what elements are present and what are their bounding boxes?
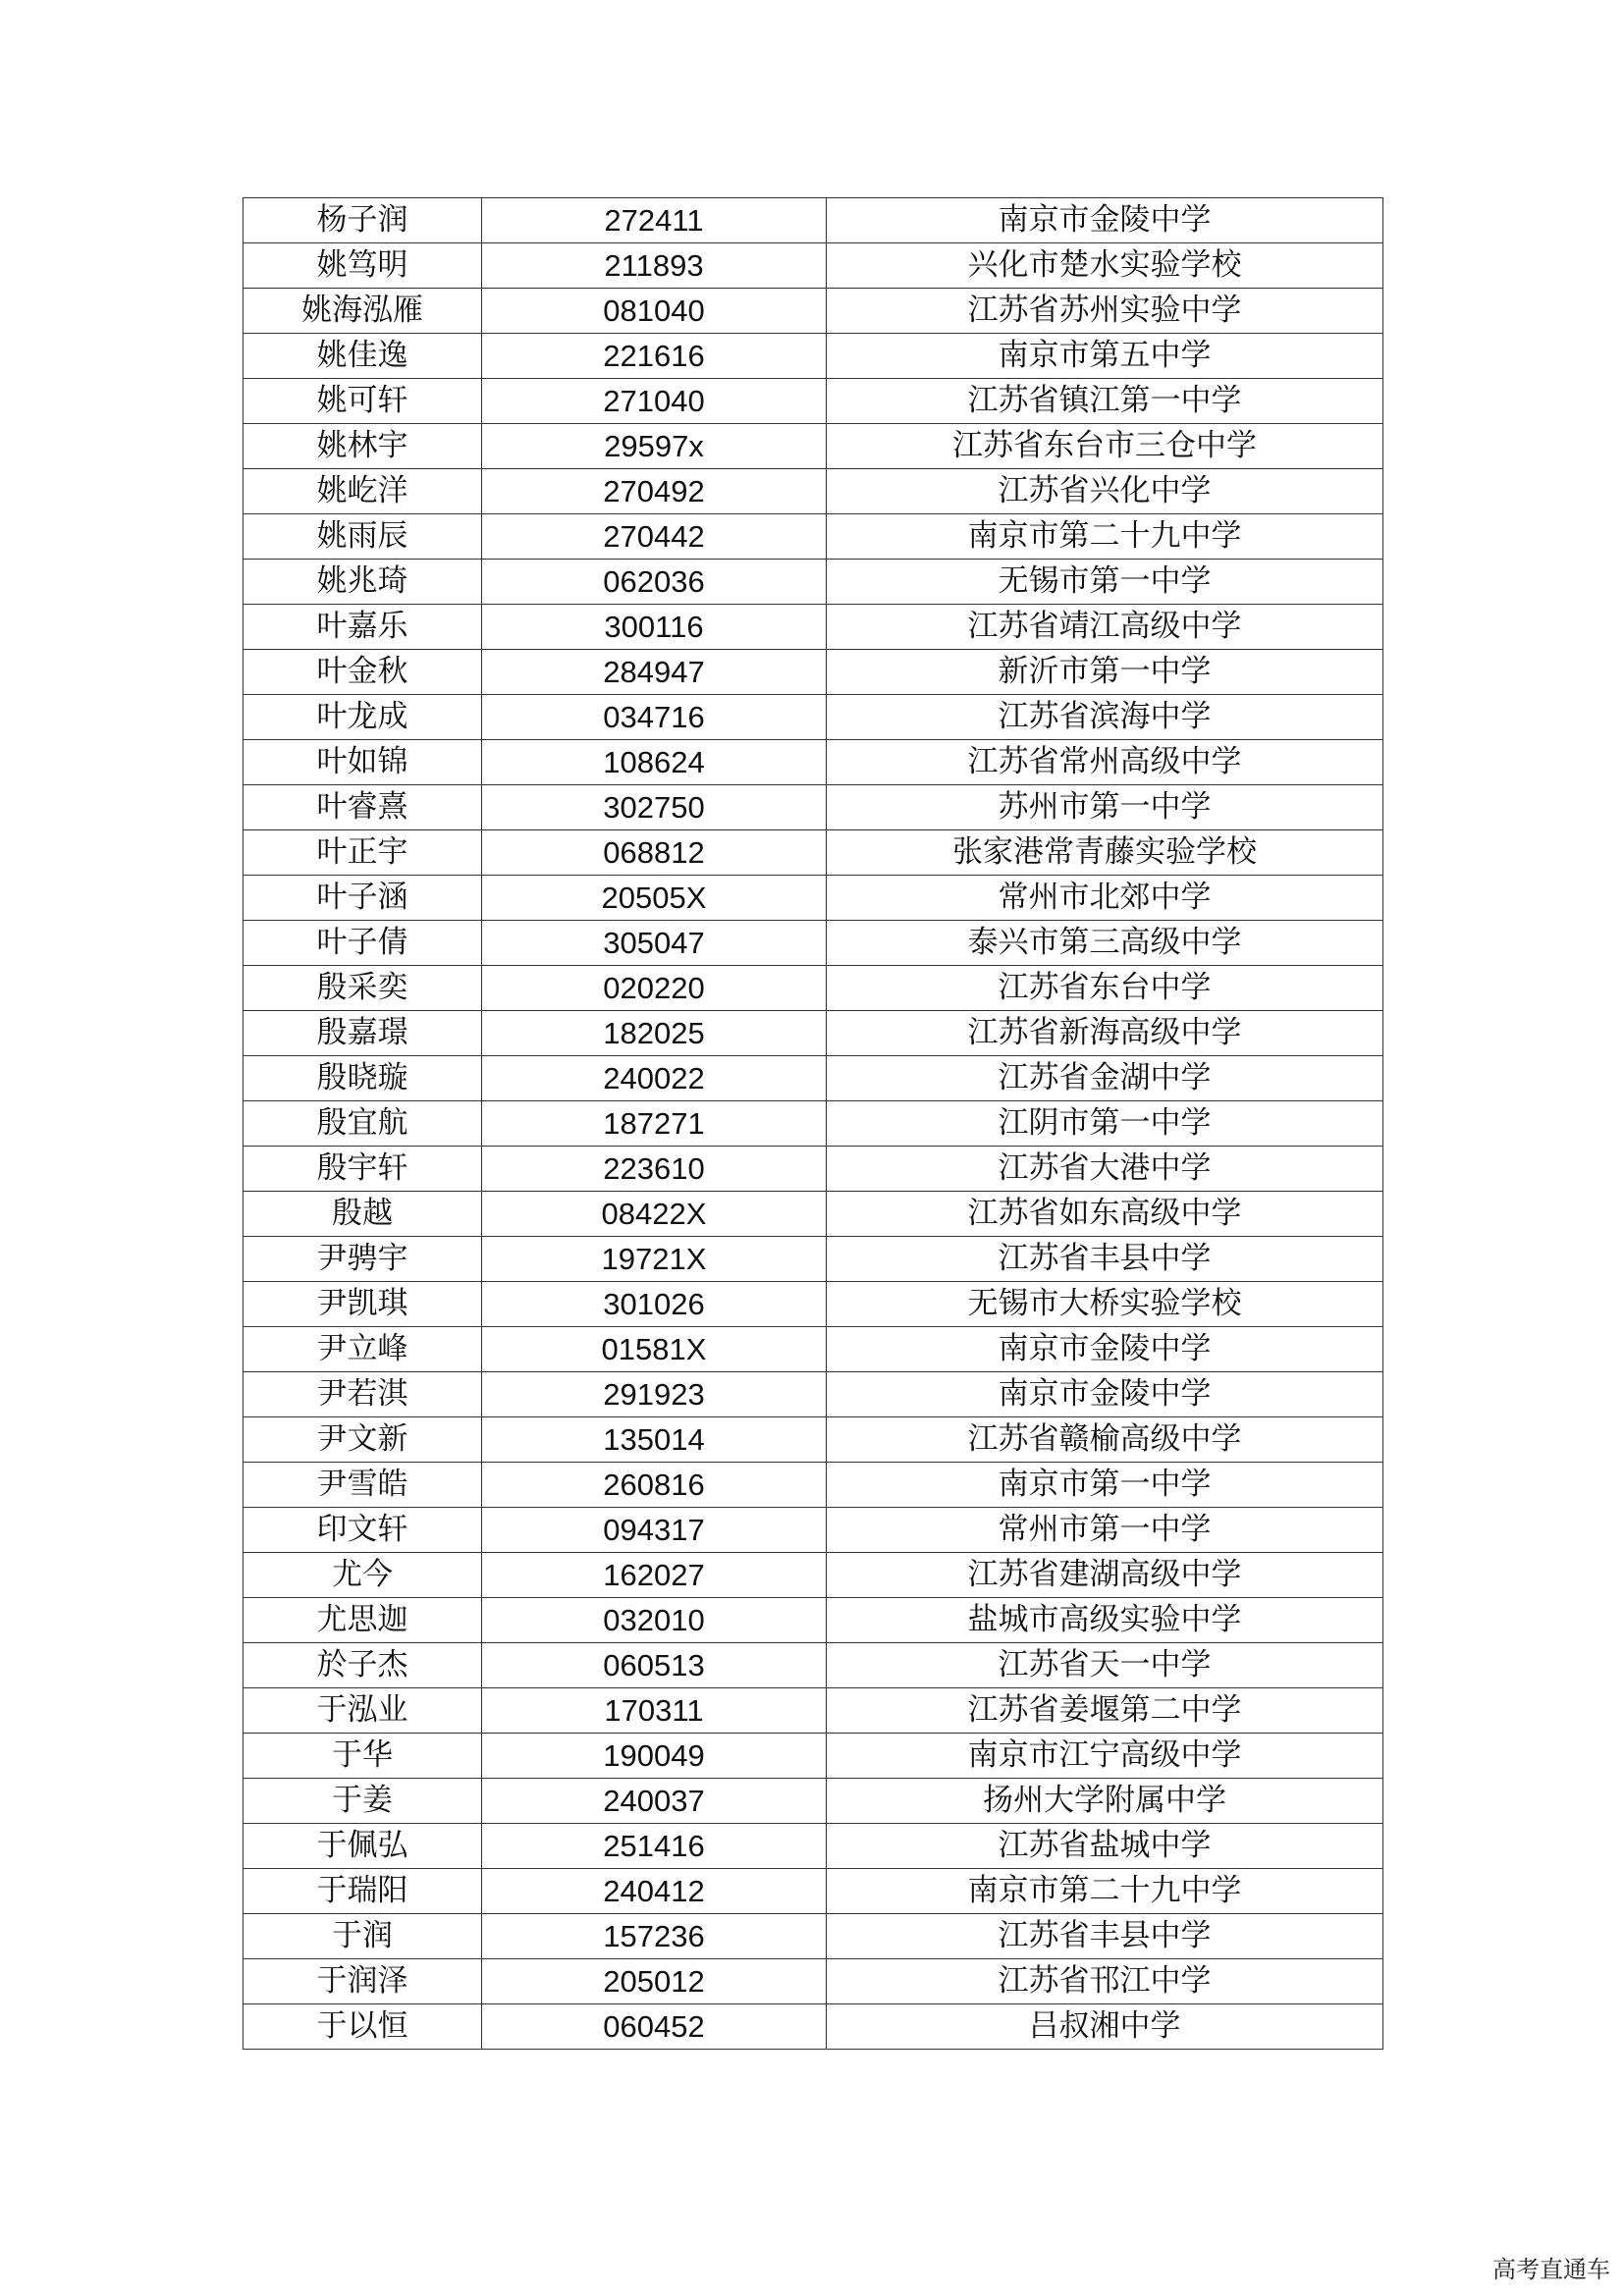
- student-id-cell: 081040: [482, 289, 827, 334]
- school-name-cell: 江苏省丰县中学: [827, 1914, 1383, 1959]
- student-name-cell: 杨子润: [244, 198, 482, 243]
- school-name-cell: 江苏省建湖高级中学: [827, 1553, 1383, 1598]
- table-row: [244, 1598, 1383, 1643]
- school-name-cell: 常州市第一中学: [827, 1508, 1383, 1553]
- table-row: [244, 1056, 1383, 1101]
- student-id-cell: 211893: [482, 243, 827, 289]
- student-id-cell: 240037: [482, 1779, 827, 1824]
- student-id-cell: 19721X: [482, 1237, 827, 1282]
- school-name-cell: 常州市北郊中学: [827, 876, 1383, 921]
- student-name-cell: 姚林宇: [244, 424, 482, 469]
- student-name-cell: 尹文新: [244, 1417, 482, 1463]
- table-row: [244, 1824, 1383, 1869]
- school-name-cell: 江苏省盐城中学: [827, 1824, 1383, 1869]
- school-name-cell: 张家港常青藤实验学校: [827, 830, 1383, 876]
- table-row: [244, 605, 1383, 650]
- student-name-cell: 于以恒: [244, 2004, 482, 2050]
- student-id-cell: 260816: [482, 1463, 827, 1508]
- table-row: [244, 876, 1383, 921]
- table-row: [244, 1237, 1383, 1282]
- table-row: [244, 289, 1383, 334]
- school-name-cell: 南京市江宁高级中学: [827, 1734, 1383, 1779]
- student-name-cell: 殷越: [244, 1192, 482, 1237]
- student-name-cell: 姚佳逸: [244, 334, 482, 379]
- table-row: [244, 830, 1383, 876]
- school-name-cell: 江苏省如东高级中学: [827, 1192, 1383, 1237]
- student-name-cell: 殷采奕: [244, 966, 482, 1011]
- student-name-cell: 姚海泓雁: [244, 289, 482, 334]
- school-name-cell: 南京市金陵中学: [827, 1327, 1383, 1372]
- student-name-cell: 尹雪皓: [244, 1463, 482, 1508]
- school-name-cell: 江苏省镇江第一中学: [827, 379, 1383, 424]
- table-row: [244, 1417, 1383, 1463]
- student-name-cell: 于瑞阳: [244, 1869, 482, 1914]
- table-row: [244, 243, 1383, 289]
- student-id-cell: 060452: [482, 2004, 827, 2050]
- student-name-cell: 叶龙成: [244, 695, 482, 740]
- table-row: [244, 1372, 1383, 1417]
- school-name-cell: 江阴市第一中学: [827, 1101, 1383, 1147]
- table-row: [244, 1869, 1383, 1914]
- student-name-cell: 于润: [244, 1914, 482, 1959]
- student-name-cell: 尹凯琪: [244, 1282, 482, 1327]
- student-name-cell: 叶正宇: [244, 830, 482, 876]
- table-row: [244, 966, 1383, 1011]
- student-name-cell: 尹若淇: [244, 1372, 482, 1417]
- student-id-cell: 301026: [482, 1282, 827, 1327]
- school-name-cell: 江苏省天一中学: [827, 1643, 1383, 1688]
- student-name-cell: 姚屹洋: [244, 469, 482, 514]
- student-id-cell: 032010: [482, 1598, 827, 1643]
- table-row: [244, 1959, 1383, 2004]
- table-row: [244, 1914, 1383, 1959]
- student-name-cell: 于姜: [244, 1779, 482, 1824]
- student-id-cell: 034716: [482, 695, 827, 740]
- watermark-text: 高考直通车: [1492, 2256, 1610, 2283]
- school-name-cell: 江苏省姜堰第二中学: [827, 1688, 1383, 1734]
- student-name-cell: 叶子倩: [244, 921, 482, 966]
- student-name-cell: 叶如锦: [244, 740, 482, 785]
- student-name-cell: 于润泽: [244, 1959, 482, 2004]
- table-row: [244, 2004, 1383, 2050]
- student-name-cell: 尤思迦: [244, 1598, 482, 1643]
- student-id-cell: 223610: [482, 1147, 827, 1192]
- table-row: [244, 1282, 1383, 1327]
- student-id-cell: 060513: [482, 1643, 827, 1688]
- school-name-cell: 江苏省兴化中学: [827, 469, 1383, 514]
- student-id-cell: 221616: [482, 334, 827, 379]
- school-name-cell: 盐城市高级实验中学: [827, 1598, 1383, 1643]
- student-name-cell: 殷宜航: [244, 1101, 482, 1147]
- school-name-cell: 江苏省新海高级中学: [827, 1011, 1383, 1056]
- student-name-cell: 尤今: [244, 1553, 482, 1598]
- table-row: [244, 424, 1383, 469]
- school-name-cell: 江苏省苏州实验中学: [827, 289, 1383, 334]
- student-name-cell: 殷晓璇: [244, 1056, 482, 1101]
- student-id-cell: 272411: [482, 198, 827, 243]
- student-id-cell: 305047: [482, 921, 827, 966]
- student-id-cell: 187271: [482, 1101, 827, 1147]
- student-name-cell: 叶金秋: [244, 650, 482, 695]
- school-name-cell: 南京市第五中学: [827, 334, 1383, 379]
- student-id-cell: 29597x: [482, 424, 827, 469]
- table-row: [244, 1734, 1383, 1779]
- school-name-cell: 江苏省东台市三仓中学: [827, 424, 1383, 469]
- student-name-cell: 姚兆琦: [244, 560, 482, 605]
- table-row: [244, 785, 1383, 830]
- student-id-cell: 271040: [482, 379, 827, 424]
- student-name-cell: 姚可轩: [244, 379, 482, 424]
- school-name-cell: 吕叔湘中学: [827, 2004, 1383, 2050]
- table-row: [244, 921, 1383, 966]
- student-name-cell: 叶子涵: [244, 876, 482, 921]
- school-name-cell: 江苏省常州高级中学: [827, 740, 1383, 785]
- table-row: [244, 379, 1383, 424]
- school-name-cell: 无锡市大桥实验学校: [827, 1282, 1383, 1327]
- student-name-cell: 姚笃明: [244, 243, 482, 289]
- student-name-cell: 尹立峰: [244, 1327, 482, 1372]
- student-name-cell: 殷嘉璟: [244, 1011, 482, 1056]
- student-id-cell: 190049: [482, 1734, 827, 1779]
- table-row: [244, 1688, 1383, 1734]
- student-id-cell: 08422X: [482, 1192, 827, 1237]
- student-name-cell: 殷宇轩: [244, 1147, 482, 1192]
- school-name-cell: 南京市第二十九中学: [827, 514, 1383, 560]
- table-row: [244, 469, 1383, 514]
- student-id-cell: 094317: [482, 1508, 827, 1553]
- table-row: [244, 560, 1383, 605]
- table-row: [244, 740, 1383, 785]
- student-id-cell: 205012: [482, 1959, 827, 2004]
- school-name-cell: 江苏省东台中学: [827, 966, 1383, 1011]
- school-name-cell: 江苏省大港中学: [827, 1147, 1383, 1192]
- student-name-cell: 于佩弘: [244, 1824, 482, 1869]
- school-name-cell: 苏州市第一中学: [827, 785, 1383, 830]
- student-id-cell: 270492: [482, 469, 827, 514]
- school-name-cell: 无锡市第一中学: [827, 560, 1383, 605]
- student-id-cell: 240022: [482, 1056, 827, 1101]
- student-name-cell: 于泓业: [244, 1688, 482, 1734]
- student-id-cell: 062036: [482, 560, 827, 605]
- student-id-cell: 108624: [482, 740, 827, 785]
- student-id-cell: 20505X: [482, 876, 827, 921]
- student-id-cell: 302750: [482, 785, 827, 830]
- school-name-cell: 南京市金陵中学: [827, 198, 1383, 243]
- school-name-cell: 江苏省丰县中学: [827, 1237, 1383, 1282]
- school-name-cell: 泰兴市第三高级中学: [827, 921, 1383, 966]
- school-name-cell: 江苏省靖江高级中学: [827, 605, 1383, 650]
- table-row: [244, 334, 1383, 379]
- student-name-cell: 印文轩: [244, 1508, 482, 1553]
- table-row: [244, 1463, 1383, 1508]
- school-name-cell: 南京市金陵中学: [827, 1372, 1383, 1417]
- table-row: [244, 1779, 1383, 1824]
- student-name-cell: 叶睿熹: [244, 785, 482, 830]
- school-name-cell: 扬州大学附属中学: [827, 1779, 1383, 1824]
- student-id-cell: 157236: [482, 1914, 827, 1959]
- table-row: [244, 1192, 1383, 1237]
- school-name-cell: 江苏省滨海中学: [827, 695, 1383, 740]
- school-name-cell: 南京市第一中学: [827, 1463, 1383, 1508]
- student-id-cell: 135014: [482, 1417, 827, 1463]
- student-name-cell: 於子杰: [244, 1643, 482, 1688]
- table-row: [244, 1553, 1383, 1598]
- table-row: [244, 1101, 1383, 1147]
- table-row: [244, 198, 1383, 243]
- table-row: [244, 514, 1383, 560]
- school-name-cell: 江苏省金湖中学: [827, 1056, 1383, 1101]
- student-id-cell: 291923: [482, 1372, 827, 1417]
- table-row: [244, 1508, 1383, 1553]
- roster-table-body: [244, 198, 1383, 2050]
- student-id-cell: 300116: [482, 605, 827, 650]
- table-row: [244, 1643, 1383, 1688]
- table-row: [244, 1327, 1383, 1372]
- student-id-cell: 020220: [482, 966, 827, 1011]
- student-name-cell: 尹骋宇: [244, 1237, 482, 1282]
- school-name-cell: 兴化市楚水实验学校: [827, 243, 1383, 289]
- school-name-cell: 江苏省赣榆高级中学: [827, 1417, 1383, 1463]
- student-id-cell: 270442: [482, 514, 827, 560]
- school-name-cell: 南京市第二十九中学: [827, 1869, 1383, 1914]
- student-id-cell: 162027: [482, 1553, 827, 1598]
- student-id-cell: 284947: [482, 650, 827, 695]
- student-id-cell: 068812: [482, 830, 827, 876]
- student-id-cell: 182025: [482, 1011, 827, 1056]
- table-row: [244, 1147, 1383, 1192]
- student-id-cell: 170311: [482, 1688, 827, 1734]
- school-name-cell: 江苏省邗江中学: [827, 1959, 1383, 2004]
- student-name-cell: 于华: [244, 1734, 482, 1779]
- school-name-cell: 新沂市第一中学: [827, 650, 1383, 695]
- table-row: [244, 1011, 1383, 1056]
- student-id-cell: 251416: [482, 1824, 827, 1869]
- student-name-cell: 姚雨辰: [244, 514, 482, 560]
- roster-table: [243, 197, 1383, 2050]
- student-id-cell: 01581X: [482, 1327, 827, 1372]
- table-row: [244, 650, 1383, 695]
- table-row: [244, 695, 1383, 740]
- student-name-cell: 叶嘉乐: [244, 605, 482, 650]
- student-id-cell: 240412: [482, 1869, 827, 1914]
